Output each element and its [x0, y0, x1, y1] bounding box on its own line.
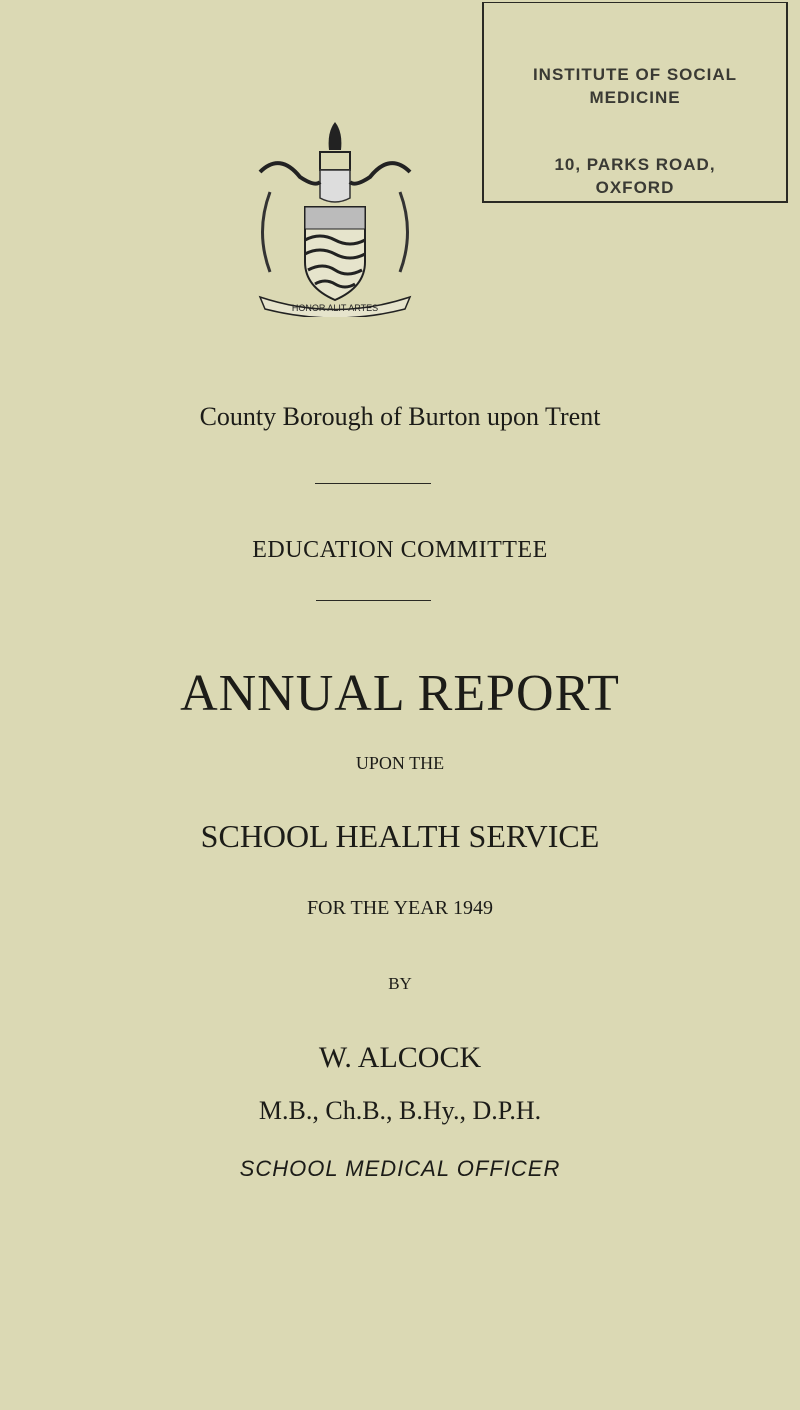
stamp-line: OXFORD: [595, 178, 675, 197]
coat-of-arms-icon: [250, 112, 420, 317]
author-qualifications: M.B., Ch.B., B.Hy., D.P.H.: [258, 1096, 542, 1125]
author-name: W. ALCOCK: [318, 1041, 482, 1074]
report-title: ANNUAL REPORT: [180, 665, 620, 722]
committee-name: EDUCATION COMMITTEE: [252, 537, 548, 563]
crest-motto: HONOR ALIT ARTES: [291, 303, 379, 313]
stamp-line: MEDICINE: [589, 88, 681, 107]
stamp-line: 10, PARKS ROAD,: [554, 155, 716, 174]
report-year: FOR THE YEAR 1949: [306, 897, 494, 919]
library-stamp: [482, 2, 788, 203]
report-subject: SCHOOL HEALTH SERVICE: [200, 818, 600, 854]
author-role: SCHOOL MEDICAL OFFICER: [239, 1156, 561, 1181]
divider: [315, 483, 431, 484]
authority-name: County Borough of Burton upon Trent: [199, 402, 601, 431]
divider: [316, 600, 431, 601]
by-label: BY: [388, 974, 412, 993]
stamp-line: INSTITUTE OF SOCIAL: [532, 65, 738, 84]
upon-the-label: UPON THE: [355, 753, 445, 773]
